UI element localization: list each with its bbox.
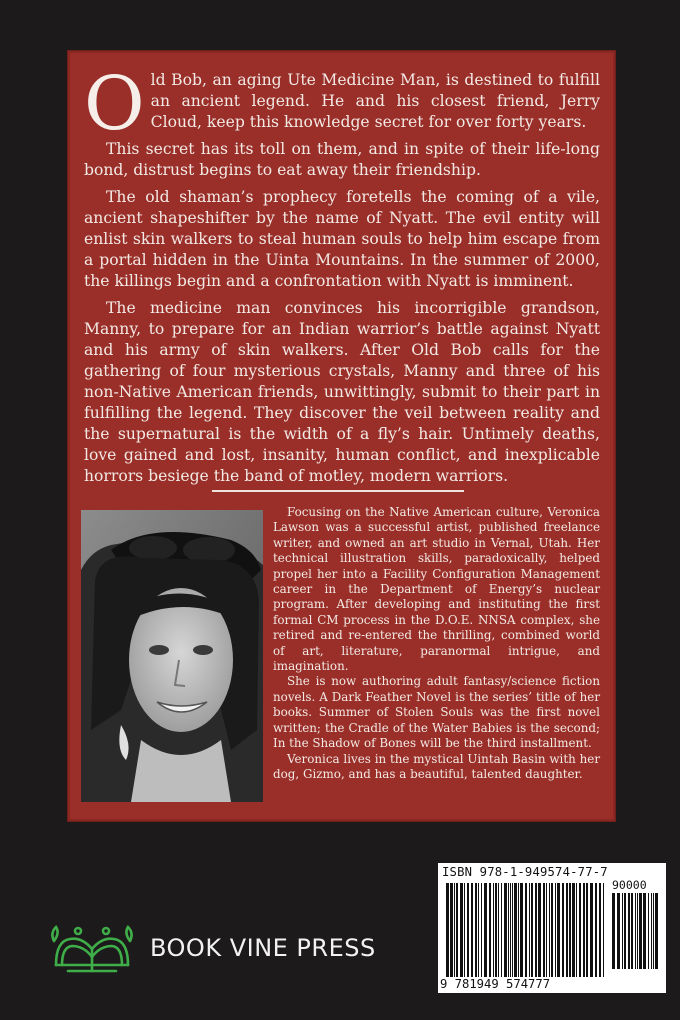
synopsis-paragraph-1 [84,61,600,147]
bio-paragraph-2: She is now authoring adult fantasy/science fiction novels. A Dark Feather Novel is the series’ title of her books. Summer of Stolen Souls was the first novel written; the Cradle of the Water Babies is the second; In the Shadow of Bones will be the third installment. [273,674,600,751]
barcode-bar [612,893,615,969]
barcode-bar [637,893,638,969]
barcode-bar [651,893,652,969]
barcode-bar [557,883,560,977]
barcode-bar [501,883,502,977]
barcode-bar [643,893,646,969]
barcode-bar [555,883,556,977]
author-bio [273,505,600,782]
drop-cap: O [84,61,145,147]
barcode-bar [603,883,604,977]
barcode-bar [514,883,517,977]
barcode-bar [531,883,533,977]
synopsis-paragraph-2: This secret has its toll on them, and in spite of their life-long bond, distrust begins to eat away their friendship. [84,140,600,179]
barcode-bar [495,883,497,977]
barcode-bar [595,883,597,977]
section-divider [212,490,464,492]
synopsis-paragraph-1-text: ld Bob, an aging Ute Medicine Man, is destined to fulfill an ancient legend. He and his closest friend, Jerry Cloud, keep this knowledge secret for over forty years. [150,71,600,131]
barcode-bar [635,893,636,969]
barcode-bar [456,883,458,977]
barcode-bar [617,893,620,969]
synopsis-paragraph-3: The old shaman’s prophecy foretells the coming of a vile, ancient shapeshifter by the name of Nyatt. The evil entity will enlist skin walkers to steal human souls to help him escape from a portal hidden in the Uinta Mountains. In the summer of 2000, the killings begin and a confrontation with Nyatt is imminent. [84,188,600,290]
barcode-bar [450,883,453,977]
barcode-bar [572,883,575,977]
ean-bars [446,883,606,977]
barcode-bar [481,883,482,977]
barcode-bar [648,893,649,969]
barcode-bar [631,893,633,969]
barcode-bar [551,883,553,977]
barcode-bar [546,883,547,977]
barcode-bar [566,883,568,977]
barcode-bar [467,883,469,977]
barcode-bar [543,883,545,977]
barcode-bar [599,883,601,977]
barcode-bar [576,883,577,977]
barcode-bar [624,893,626,969]
barcode-bar [510,883,511,977]
barcode-bar [446,883,449,977]
barcode-bar [583,883,585,977]
barcode-bar [549,883,550,977]
synopsis-paragraph-4: The medicine man convinces his incorrigible grandson, Manny, to prepare for an Indian warrior’s battle against Nyatt and his army of skin walkers. After Old Bob calls for the gathering of four mysterious crystals, Manny and three of his non-Native American friends, unwittingly, submit to their part in fulfilling the legend. They discover the veil between reality and the supernatural is the width of a fly’s hair. Untimely deaths, love gained and lost, insanity, human conflict, and inexplicable horrors besiege the band of motley, modern warriors. [84,299,600,485]
publisher-logo [48,921,376,975]
barcode-bar [464,883,465,977]
barcode-bar [520,883,523,977]
book-synopsis [84,61,600,493]
barcode-bar [525,883,527,977]
ean-digits: 9 781949 574777 [440,977,551,991]
publisher-name: BOOK VINE PRESS [150,934,376,962]
author-portrait-icon [81,510,263,802]
price-code: 90000 [612,878,647,892]
barcode-bar [508,883,509,977]
author-photo [81,510,263,802]
barcode-bar [478,883,479,977]
barcode-bar [569,883,571,977]
barcode-bar [454,883,455,977]
barcode-bar [471,883,473,977]
barcode-bar [489,883,491,977]
barcode-bar [475,883,477,977]
isbn-barcode [438,863,666,993]
barcode-bar [535,883,537,977]
barcode-bar [484,883,487,977]
barcode-bar [590,883,593,977]
barcode-bar [529,883,530,977]
barcode-bar [498,883,499,977]
price-addon-bars [612,893,662,969]
barcode-bar [586,883,588,977]
barcode-bar [628,893,630,969]
bio-paragraph-3: Veronica lives in the mystical Uintah Basin with her dog, Gizmo, and has a beautiful, talented daughter. [273,751,600,781]
barcode-bar [655,893,658,969]
barcode-bar [622,893,623,969]
bio-paragraph-1: Focusing on the Native American culture, Veronica Lawson was a successful artist, published freelance writer, and owned an art studio in Vernal, Utah. Her technical illustration skills, paradoxically, helped propel her into a Facility Configuration Management career in the Department of Energy’s nuclear program. After developing and instituting the first formal CM process in the D.O.E. NNSA complex, she retired and re-entered the thrilling, combined world of art, literature, paranormal intrigue, and imagination. [273,505,600,674]
barcode-bar [504,883,507,977]
barcode-bar [518,883,519,977]
barcode-bar [562,883,564,977]
barcode-bar [579,883,581,977]
barcode-bar [493,883,494,977]
barcode-bar [460,883,463,977]
barcode-bar [653,893,654,969]
isbn-number: ISBN 978-1-949574-77-7 [442,865,608,879]
barcode-bar [538,883,541,977]
vine-book-logo-icon [48,921,138,975]
barcode-bar [512,883,513,977]
barcode-bar [639,893,642,969]
